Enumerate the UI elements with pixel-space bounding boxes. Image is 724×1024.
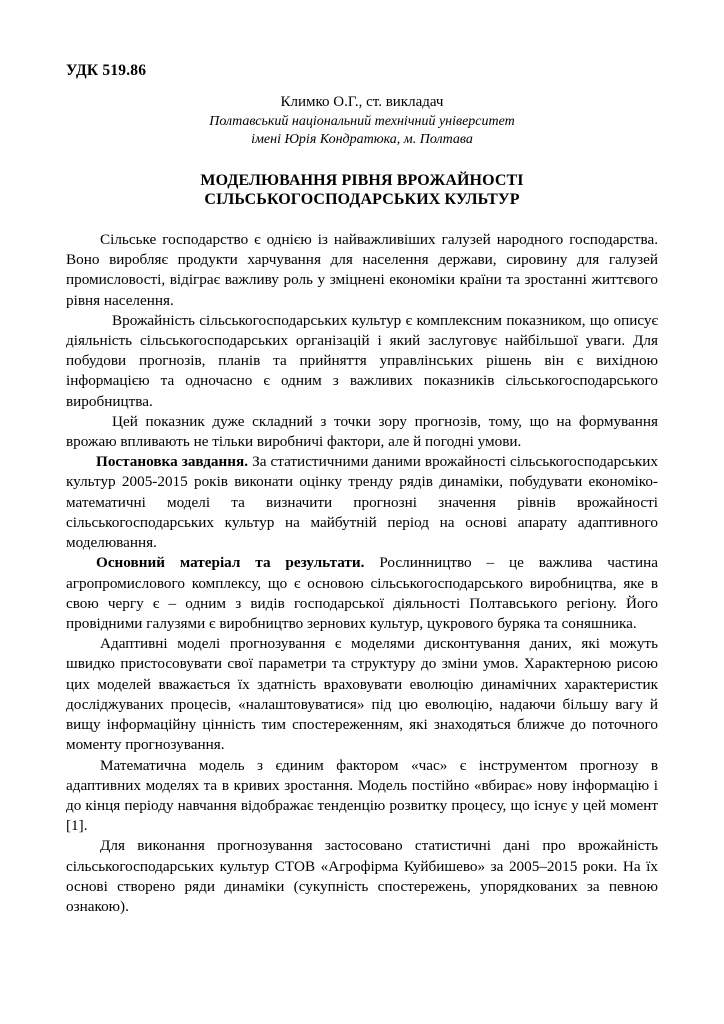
author-name: Климко О.Г., ст. викладач — [280, 94, 444, 110]
udk-code: УДК 519.86 — [66, 62, 147, 79]
heading-main-material: Основний матеріал та результати. — [96, 554, 365, 572]
page-title — [66, 171, 658, 210]
affiliation-line-1: Полтавський національний технічний університет — [209, 114, 515, 129]
paragraph-8: Для виконання прогнозування застосовано статистичні дані про врожайність сільськогосподарських культур СТОВ «Агрофірма Куйбишево» за 2005–2015 роки. На їх основі створено ряди динаміки (сукупність спостережень, упорядкованих за певною ознакою). — [66, 837, 658, 916]
paragraph-2: Врожайність сільськогосподарських культур є комплексним показником, що описує діяльність сільськогосподарських організацій і який заслуговує найбільшої уваги. Для побудови прогнозів, планів та прийняття управлінських рішень він є вихідною інформацією та одночасно є одним з важливих показників сільськогосподарського виробництва. — [66, 311, 658, 410]
article-body — [66, 230, 658, 917]
author-block — [66, 94, 658, 149]
title-line-1: МОДЕЛЮВАННЯ РІВНЯ ВРОЖАЙНОСТІ — [200, 171, 524, 189]
paragraph-5 — [66, 553, 658, 634]
paragraph-5-text: Рослинництво – це важлива частина агропромислового комплексу, що є основою сільськогосподарського виробництва, яке в свою чергу є – одним з видів господарської діяльності Полтавського регіону. Його провідними галузями є виробництво зернових культур, цукрового буряка та соняшника. — [66, 554, 658, 632]
paragraph-7: Математична модель з єдиним фактором «час» є інструментом прогнозу в адаптивних моделях та в кривих зростання. Модель постійно «вбирає» нову інформацію і до кінця періоду навчання відображає тенденцію розвитку процесу, що існує у цей момент [1]. — [66, 756, 658, 835]
paragraph-6: Адаптивні моделі прогнозування є моделями дисконтування даних, які можуть швидко пристосовувати свої параметри та структуру до зміни умов. Характерною рисою цих моделей вважається їх здатність враховувати еволюцію динамічних характеристик досліджуваних процесів, «налаштовуватися» під цю еволюцію, надаючи більшу вагу й вищу інформаційну цінність тим спостереженням, які знаходяться ближче до поточного моменту прогнозування. — [66, 635, 658, 754]
heading-task-statement: Постановка завдання. — [96, 453, 249, 471]
paragraph-3: Цей показник дуже складний з точки зору прогнозів, тому, що на формування врожаю впливають не тільки виробничі фактори, але й погодні умови. — [66, 412, 658, 451]
paragraph-4-text: За статистичними даними врожайності сільськогосподарських культур 2005-2015 років виконати оцінку тренду рядів динаміки, побудувати економіко-математичні моделі та визначити прогнозні значення рівнів врожайності сільськогосподарських культур на майбутній період на основі апарату адаптивного моделювання. — [66, 453, 659, 552]
affiliation-line-2: імені Юрія Кондратюка, м. Полтава — [251, 131, 473, 147]
paragraph-4 — [66, 452, 658, 553]
title-line-2: СІЛЬСЬКОГОСПОДАРСЬКИХ КУЛЬТУР — [204, 191, 520, 209]
paragraph-1: Сільське господарство є однією із найважливіших галузей народного господарства. Воно виробляє продукти харчування для населення держави, сировину для галузей промисловості, відіграє важливу роль у зміцнені економіки країни та зростанні життєвого рівня населення. — [66, 230, 658, 309]
